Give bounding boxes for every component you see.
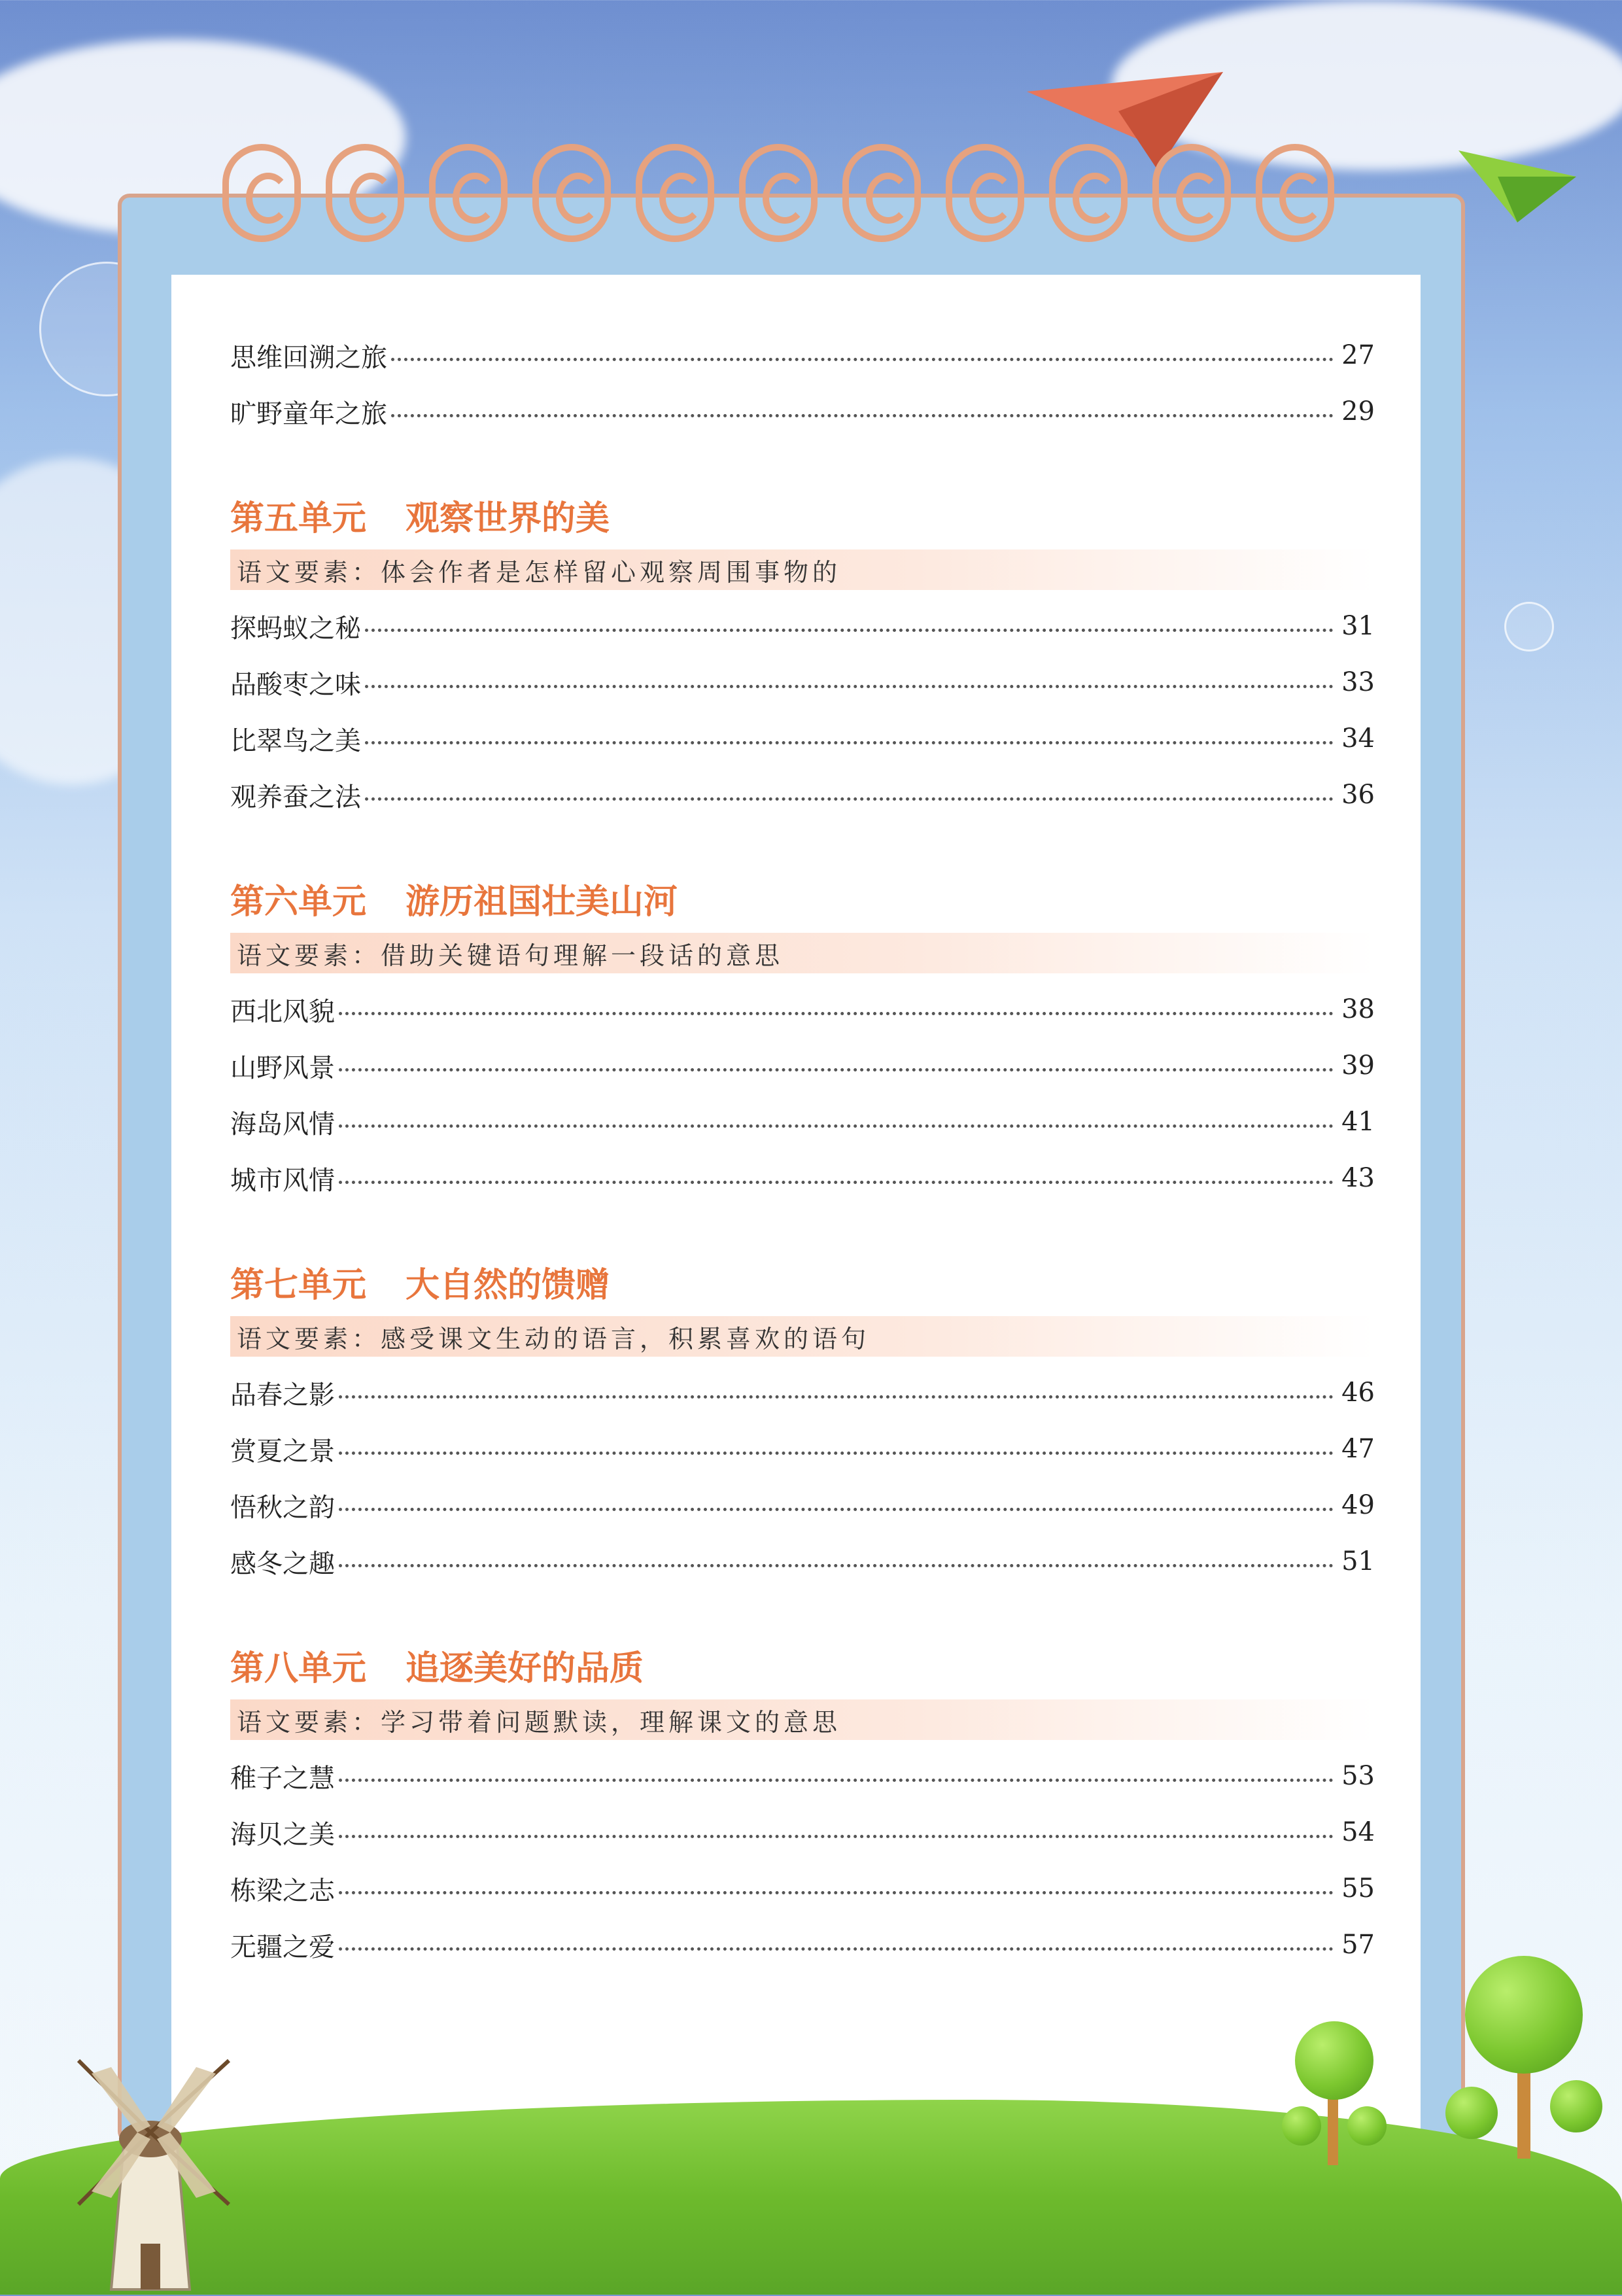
toc-entry-page: 41 bbox=[1341, 1107, 1375, 1137]
toc-entry-title: 悟秋之韵 bbox=[230, 1492, 335, 1523]
toc-entry[interactable] bbox=[230, 1365, 1375, 1421]
leader-dots bbox=[365, 797, 1334, 801]
spiral-rings bbox=[222, 144, 1373, 275]
leader-dots bbox=[391, 414, 1334, 417]
toc-entry[interactable] bbox=[230, 1748, 1375, 1804]
toc-entry-page: 49 bbox=[1341, 1490, 1375, 1520]
toc-entry-title: 赏夏之景 bbox=[230, 1436, 335, 1467]
toc-entry[interactable] bbox=[230, 327, 1375, 383]
windmill-icon bbox=[65, 2047, 235, 2296]
leader-dots bbox=[339, 1779, 1334, 1782]
toc-entry-page: 39 bbox=[1341, 1051, 1375, 1081]
toc-entry[interactable] bbox=[230, 1917, 1375, 1973]
toc-entry[interactable] bbox=[230, 1477, 1375, 1533]
unit-heading bbox=[230, 1635, 1375, 1694]
toc-entry-page: 29 bbox=[1341, 396, 1375, 426]
toc-entry[interactable] bbox=[230, 1860, 1375, 1917]
toc-entry-title: 西北风貌 bbox=[230, 996, 335, 1027]
toc-entry[interactable] bbox=[230, 981, 1375, 1037]
toc-entry-page: 54 bbox=[1341, 1817, 1375, 1847]
toc-entry-page: 53 bbox=[1341, 1761, 1375, 1791]
unit-name: 大自然的馈赠 bbox=[406, 1265, 610, 1305]
toc-entry-page: 38 bbox=[1341, 994, 1375, 1024]
toc-entry[interactable] bbox=[230, 767, 1375, 823]
ring bbox=[1256, 144, 1334, 242]
unit-number: 第七单元 bbox=[230, 1265, 367, 1305]
bubble bbox=[1504, 602, 1554, 652]
unit-name: 追逐美好的品质 bbox=[406, 1648, 644, 1688]
unit-number: 第八单元 bbox=[230, 1648, 367, 1688]
toc-entry-title: 探蚂蚁之秘 bbox=[230, 613, 361, 644]
unit-name: 观察世界的美 bbox=[406, 498, 610, 538]
toc-entry[interactable] bbox=[230, 598, 1375, 654]
toc-entry-page: 57 bbox=[1341, 1930, 1375, 1960]
ring bbox=[946, 144, 1024, 242]
paper-plane-icon bbox=[1458, 150, 1576, 222]
toc-entry-title: 城市风情 bbox=[230, 1165, 335, 1196]
toc-entry[interactable] bbox=[230, 383, 1375, 440]
toc-entry-title: 无疆之爱 bbox=[230, 1932, 335, 1962]
toc-entry-title: 山野风景 bbox=[230, 1052, 335, 1083]
unit-heading bbox=[230, 869, 1375, 928]
leader-dots bbox=[339, 1181, 1334, 1184]
toc-entry[interactable] bbox=[230, 654, 1375, 710]
toc-entry-title: 旷野童年之旅 bbox=[230, 398, 387, 429]
toc-entry[interactable] bbox=[230, 1533, 1375, 1590]
toc-entry-title: 品酸枣之味 bbox=[230, 669, 361, 700]
toc-entry[interactable] bbox=[230, 1094, 1375, 1150]
toc-entry[interactable] bbox=[230, 1421, 1375, 1477]
toc-entry-title: 海岛风情 bbox=[230, 1109, 335, 1139]
language-element-band: 语文要素：学习带着问题默读，理解课文的意思 bbox=[230, 1699, 1375, 1740]
toc-entry-title: 海贝之美 bbox=[230, 1819, 335, 1850]
ring bbox=[326, 144, 404, 242]
unit-name: 游历祖国壮美山河 bbox=[406, 882, 678, 922]
leader-dots bbox=[339, 1124, 1334, 1128]
ring bbox=[842, 144, 921, 242]
toc-entry-title: 栋梁之志 bbox=[230, 1875, 335, 1906]
leader-dots bbox=[365, 685, 1334, 688]
toc-entry-page: 34 bbox=[1341, 723, 1375, 754]
toc-entry-page: 33 bbox=[1341, 667, 1375, 697]
leader-dots bbox=[339, 1835, 1334, 1838]
toc-entry-page: 43 bbox=[1341, 1163, 1375, 1193]
ring bbox=[222, 144, 301, 242]
toc-entry-title: 感冬之趣 bbox=[230, 1548, 335, 1579]
toc-entry[interactable] bbox=[230, 1150, 1375, 1206]
ring bbox=[739, 144, 818, 242]
unit-heading bbox=[230, 1252, 1375, 1311]
table-of-contents bbox=[230, 327, 1375, 1973]
toc-entry[interactable] bbox=[230, 1804, 1375, 1860]
ring bbox=[636, 144, 714, 242]
leader-dots bbox=[339, 1012, 1334, 1015]
leader-dots bbox=[339, 1564, 1334, 1567]
leader-dots bbox=[339, 1508, 1334, 1511]
toc-entry[interactable] bbox=[230, 1037, 1375, 1094]
unit-number: 第五单元 bbox=[230, 498, 367, 538]
leader-dots bbox=[339, 1947, 1334, 1951]
toc-entry-page: 46 bbox=[1341, 1378, 1375, 1408]
leader-dots bbox=[339, 1452, 1334, 1455]
toc-entry-title: 比翠鸟之美 bbox=[230, 725, 361, 756]
leader-dots bbox=[339, 1395, 1334, 1399]
unit-number: 第六单元 bbox=[230, 882, 367, 922]
ring bbox=[1049, 144, 1128, 242]
toc-entry-title: 思维回溯之旅 bbox=[230, 342, 387, 373]
toc-entry-title: 品春之影 bbox=[230, 1380, 335, 1410]
toc-entry-page: 47 bbox=[1341, 1434, 1375, 1464]
ring bbox=[429, 144, 508, 242]
leader-dots bbox=[391, 358, 1334, 361]
language-element-band: 语文要素：体会作者是怎样留心观察周围事物的 bbox=[230, 549, 1375, 590]
leader-dots bbox=[365, 741, 1334, 744]
ring bbox=[1152, 144, 1231, 242]
toc-entry-page: 31 bbox=[1341, 611, 1375, 641]
language-element-band: 语文要素：借助关键语句理解一段话的意思 bbox=[230, 933, 1375, 973]
toc-entry-title: 观养蚕之法 bbox=[230, 782, 361, 812]
toc-entry-page: 55 bbox=[1341, 1873, 1375, 1904]
leader-dots bbox=[339, 1891, 1334, 1894]
leader-dots bbox=[365, 629, 1334, 632]
toc-entry-page: 51 bbox=[1341, 1546, 1375, 1576]
toc-entry-page: 36 bbox=[1341, 780, 1375, 810]
leader-dots bbox=[339, 1068, 1334, 1071]
tree-icon bbox=[1282, 2021, 1387, 2165]
toc-entry[interactable] bbox=[230, 710, 1375, 767]
unit-heading bbox=[230, 485, 1375, 544]
tree-icon bbox=[1445, 1956, 1602, 2159]
ring bbox=[532, 144, 611, 242]
toc-entry-page: 27 bbox=[1341, 340, 1375, 370]
toc-entry-title: 稚子之慧 bbox=[230, 1763, 335, 1794]
language-element-band: 语文要素：感受课文生动的语言，积累喜欢的语句 bbox=[230, 1316, 1375, 1357]
